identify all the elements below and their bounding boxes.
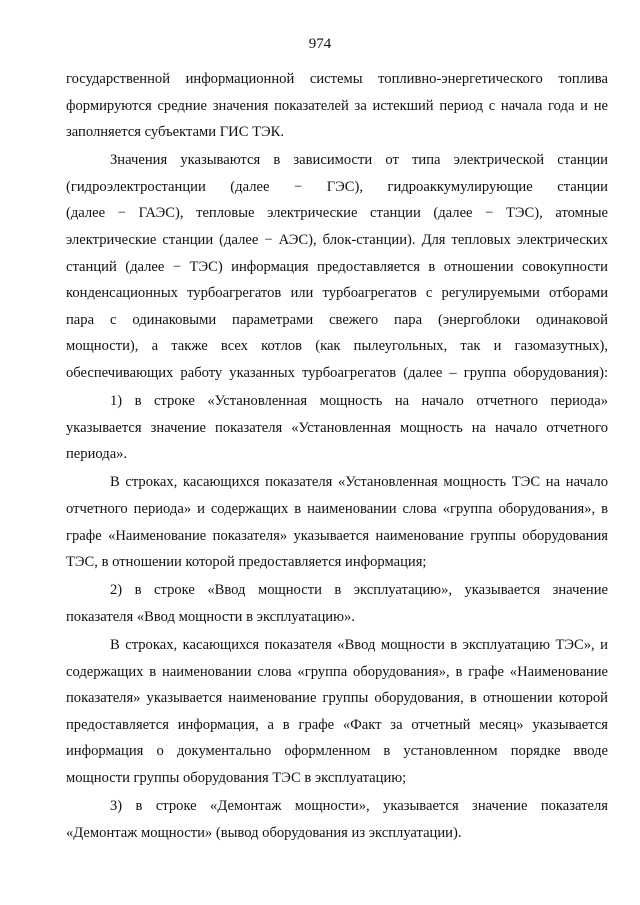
text-line: информация о документально оформленном в установленном порядке вводе [66, 743, 608, 760]
text-line: заполняется субъектами ГИС ТЭК. [66, 124, 285, 141]
text-line: ТЭС, в отношении которой предоставляется информация; [66, 554, 427, 571]
text-line: 3) в строке «Демонтаж мощности», указывается значение показателя [110, 798, 608, 815]
text-line: (гидроэлектростанции (далее − ГЭС), гидроаккумулирующие станции [66, 178, 608, 195]
text-line: мощности), а также всех котлов (как пылеугольных, так и газомазутных), [66, 338, 608, 355]
paragraph [66, 793, 608, 846]
text-line: 2) в строке «Ввод мощности в эксплуатацию», указывается значение [110, 582, 608, 599]
text-line: Значения указываются в зависимости от типа электрической станции [110, 152, 608, 169]
text-line: В строках, касающихся показателя «Ввод мощности в эксплуатацию ТЭС», и [110, 636, 608, 653]
text-line: электрические станции (далее − АЭС), блок-станции). Для тепловых электрических [66, 232, 608, 249]
paragraph [66, 469, 608, 575]
paragraph [66, 577, 608, 630]
text-line: государственной информационной системы топливно-энергетического топлива [66, 71, 608, 87]
text-line: пара с одинаковыми параметрами свежего пара (энергоблоки одинаковой [66, 311, 608, 328]
text-line: «Демонтаж мощности» (вывод оборудования из эксплуатации). [66, 824, 462, 841]
document-body [66, 66, 608, 846]
text-line: графе «Наименование показателя» указывается наименование группы оборудования [66, 527, 608, 544]
text-line: обеспечивающих работу указанных турбоагрегатов (далее – группа оборудования): [66, 365, 608, 382]
text-line: формируются средние значения показателей за истекший период с начала года и не [66, 97, 608, 114]
text-line: конденсационных турбоагрегатов или турбоагрегатов с регулируемыми отборами [66, 285, 608, 302]
paragraph [66, 632, 608, 792]
text-line: периода». [66, 446, 128, 463]
text-line: указывается значение показателя «Установленная мощность на начало отчетного [66, 419, 608, 436]
text-line: мощности группы оборудования ТЭС в эксплуатацию; [66, 769, 407, 786]
paragraph [66, 388, 608, 468]
text-line: показателя «Ввод мощности в эксплуатацию». [66, 608, 355, 625]
text-line: станций (далее − ТЭС) информация предоставляется в отношении совокупности [66, 258, 608, 275]
text-line: отчетного периода» и содержащих в наименовании слова «группа оборудования», в [66, 501, 608, 517]
paragraph [66, 147, 608, 386]
text-line: показателя» указывается наименование группы оборудования, в отношении которой [66, 690, 608, 707]
text-line: 1) в строке «Установленная мощность на начало отчетного периода» [110, 393, 608, 410]
paragraph [66, 66, 608, 146]
text-line: (далее − ГАЭС), тепловые электрические станции (далее − ТЭС), атомные [66, 205, 608, 222]
text-line: В строках, касающихся показателя «Установленная мощность ТЭС на начало [110, 474, 608, 491]
text-line: предоставляется информация, а в графе «Факт за отчетный месяц» указывается [66, 716, 608, 733]
text-line: содержащих в наименовании слова «группа оборудования», в графе «Наименование [66, 663, 608, 680]
page-number: 974 [308, 36, 332, 52]
